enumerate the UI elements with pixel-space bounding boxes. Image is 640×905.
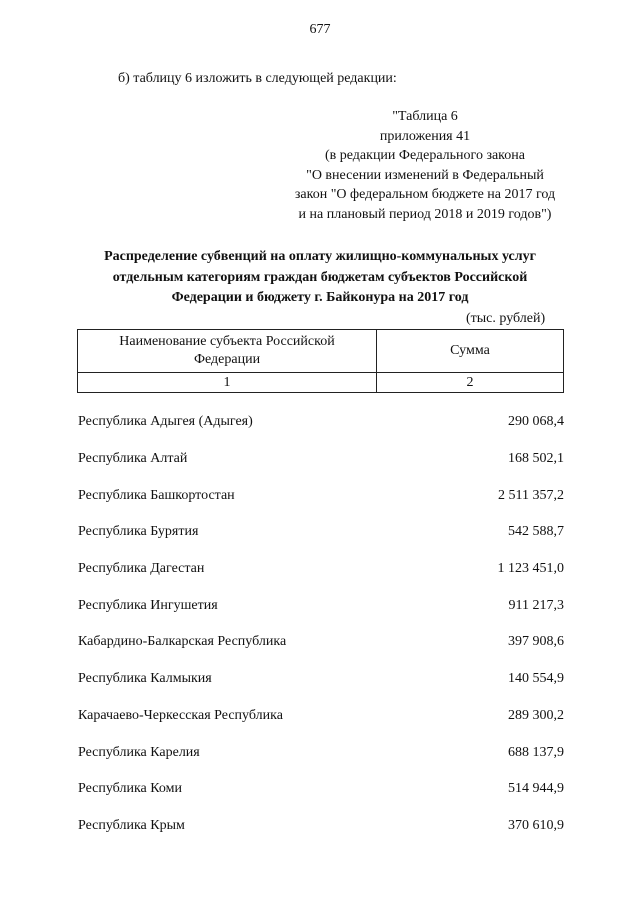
table-row (78, 404, 564, 441)
intro-paragraph: б) таблицу 6 изложить в следующей редакции: (118, 71, 397, 86)
column-header-name-line: Наименование субъекта Российской (119, 334, 335, 349)
column-header-sum: Сумма (377, 330, 564, 373)
annex-line: "Таблица 6 (392, 109, 458, 124)
table-row (78, 771, 564, 808)
region-name: Республика Алтай (78, 451, 188, 467)
table-row (78, 808, 564, 845)
amount-value: 542 588,7 (508, 524, 564, 540)
region-name: Кабардино-Балкарская Республика (78, 634, 287, 650)
column-header-name-line: Федерации (193, 352, 261, 367)
table-header (77, 329, 564, 393)
page-number: 677 (309, 22, 331, 37)
heading-line: отдельным категориям граждан бюджетам субъектов Российской (112, 269, 528, 285)
amount-value: 370 610,9 (508, 817, 564, 833)
column-number-2: 2 (377, 373, 564, 393)
region-name: Республика Крым (78, 817, 185, 833)
amount-value: 688 137,9 (508, 744, 564, 760)
column-header-name (78, 330, 377, 373)
table-row (78, 624, 564, 661)
heading-line: Распределение субвенций на оплату жилищно-коммунальных услуг (104, 249, 536, 264)
amount-value: 2 511 357,2 (498, 487, 564, 503)
annex-line: и на плановый период 2018 и 2019 годов") (298, 206, 552, 222)
table-row (78, 551, 564, 588)
table-row (78, 734, 564, 771)
heading-line: Федерации и бюджету г. Байконура на 2017 год (171, 290, 469, 305)
region-name: Республика Ингушетия (78, 597, 218, 613)
table-row (78, 441, 564, 478)
unit-label: (тыс. рублей) (466, 311, 546, 326)
annex-line: "О внесении изменений в Федеральный (306, 167, 544, 183)
amount-value: 289 300,2 (508, 707, 564, 723)
table-row (78, 587, 564, 624)
table-body (78, 404, 564, 844)
column-number-1: 1 (78, 373, 377, 393)
table-row (78, 514, 564, 551)
region-name: Республика Башкортостан (78, 487, 235, 503)
amount-value: 911 217,3 (508, 597, 564, 613)
region-name: Республика Бурятия (78, 524, 199, 540)
region-name: Республика Коми (78, 781, 182, 797)
region-name: Карачаево-Черкесская Республика (78, 707, 283, 723)
region-name: Республика Дагестан (78, 561, 205, 577)
table-row (78, 477, 564, 514)
table-heading (60, 247, 580, 309)
amount-value: 1 123 451,0 (497, 561, 564, 577)
amount-value: 397 908,6 (508, 634, 564, 650)
annex-line: приложения 41 (379, 128, 471, 144)
annex-reference (270, 107, 580, 224)
amount-value: 290 068,4 (508, 414, 564, 430)
table-row (78, 698, 564, 735)
region-name: Республика Карелия (78, 744, 200, 760)
table-row (78, 661, 564, 698)
region-name: Республика Калмыкия (78, 671, 212, 687)
annex-line: (в редакции Федерального закона (325, 148, 525, 163)
region-name: Республика Адыгея (Адыгея) (78, 414, 253, 430)
amount-value: 168 502,1 (508, 451, 564, 467)
amount-value: 514 944,9 (508, 781, 564, 797)
annex-line: закон "О федеральном бюджете на 2017 год (294, 187, 556, 202)
amount-value: 140 554,9 (508, 671, 564, 687)
